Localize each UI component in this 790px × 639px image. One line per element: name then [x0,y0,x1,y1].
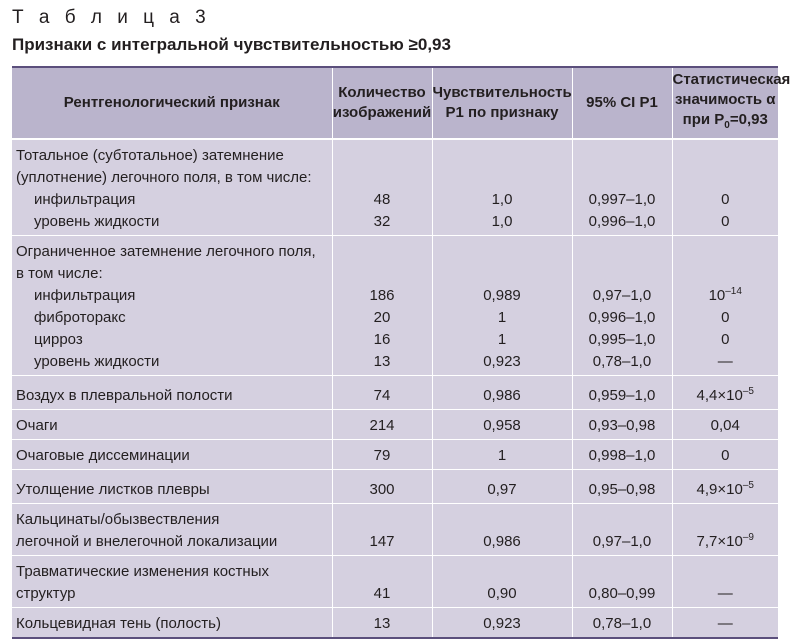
feature-label [16,556,332,607]
group-label [16,236,332,375]
count-cell-wrap [333,184,432,235]
group-subitem-label: фиброторакс [16,307,332,329]
header-sensitivity: Чувствительность Р1 по признаку [432,67,572,139]
group-heading-line: Ограниченное затемнение легочного поля, [16,241,332,263]
feature-label-line: Утолщение листков плевры [16,479,332,501]
feature-label-line: Травматические изменения костных структур [16,561,332,605]
significance-value: 0 [721,331,729,348]
ci-cell-wrap [573,410,672,439]
significance-value: — [718,615,733,632]
sensitivity-cell-wrap [433,440,572,469]
significance-wrap [673,470,779,503]
count-cell [332,440,432,470]
feature-label-line: Очаговые диссеминации [16,445,332,467]
sensitivity-value: 0,986 [433,531,572,553]
count-cell-wrap [333,280,432,375]
significance-line [673,351,779,373]
sensitivity-cell [432,236,572,376]
significance-value: 4,4×10 [697,387,743,404]
sensitivity-value: 0,958 [433,415,572,437]
ci-cell [572,556,672,608]
ci-value: 0,95–0,98 [573,479,672,501]
significance-line [673,415,779,437]
feature-label-line: легочной и внелегочной локализации [16,531,332,553]
sensitivity-value: 0,97 [433,479,572,501]
data-table [12,66,778,639]
significance-wrap [673,276,779,375]
significance-line [673,211,779,233]
significance-wrap [673,410,779,439]
significance-wrap [673,522,779,555]
sensitivity-value: 1,0 [433,211,572,233]
feature-cell [12,376,332,410]
ci-cell [572,504,672,556]
sensitivity-cell [432,504,572,556]
significance-value: 0,04 [711,417,740,434]
significance-exponent: –14 [725,286,742,297]
count-value: 79 [333,445,432,467]
ci-cell [572,410,672,440]
significance-exponent: –5 [743,480,754,491]
feature-cell [12,504,332,556]
ci-value: 0,78–1,0 [573,351,672,373]
ci-cell-wrap [573,578,672,607]
significance-exponent: –9 [743,532,754,543]
group-label-cell [12,139,332,236]
ci-value: 0,998–1,0 [573,445,672,467]
feature-cell [12,470,332,504]
sensitivity-value: 1 [433,307,572,329]
group-heading-line: (уплотнение) легочного поля, в том числе: [16,167,332,189]
header-signif-line3: =0,93 [730,111,768,128]
significance-line [673,189,779,211]
sensitivity-value: 0,986 [433,385,572,407]
significance-wrap [673,376,779,409]
sensitivity-cell-wrap [433,578,572,607]
count-cell-wrap [333,474,432,503]
significance-value: 0 [721,447,729,464]
sensitivity-cell-wrap [433,184,572,235]
group-heading-line: в том числе: [16,263,332,285]
count-value: 186 [333,285,432,307]
significance-wrap [673,184,779,235]
table-row [12,470,778,504]
count-cell-wrap [333,578,432,607]
count-value: 48 [333,189,432,211]
significance-cell [672,440,778,470]
sensitivity-value: 1 [433,329,572,351]
ci-value: 0,93–0,98 [573,415,672,437]
group-subitem-label: цирроз [16,329,332,351]
sensitivity-value: 0,90 [433,583,572,605]
ci-cell [572,236,672,376]
group-row [12,139,778,236]
table-row [12,556,778,608]
group-row [12,236,778,376]
feature-label-line: Кольцевидная тень (полость) [16,613,332,635]
ci-cell-wrap [573,440,672,469]
table-row [12,504,778,556]
ci-value: 0,997–1,0 [573,189,672,211]
count-cell-wrap [333,410,432,439]
feature-label [16,440,332,469]
significance-line [673,329,779,351]
count-value: 13 [333,613,432,635]
significance-value: 7,7×10 [697,533,743,550]
count-cell [332,470,432,504]
ci-value: 0,97–1,0 [573,285,672,307]
table-caption: Т а б л и ц а 3 [12,7,211,29]
significance-line [673,445,779,467]
feature-cell [12,410,332,440]
ci-value: 0,995–1,0 [573,329,672,351]
count-cell [332,504,432,556]
count-value: 20 [333,307,432,329]
sensitivity-cell [432,410,572,440]
group-label [16,140,332,235]
significance-wrap [673,578,779,607]
significance-cell [672,236,778,376]
significance-line [673,475,779,501]
count-value: 74 [333,385,432,407]
significance-line [673,613,779,635]
ci-cell [572,440,672,470]
sensitivity-value: 0,923 [433,351,572,373]
header-significance [672,67,778,139]
header-ci: 95% CI Р1 [572,67,672,139]
sensitivity-cell [432,556,572,608]
significance-exponent: –5 [743,386,754,397]
sensitivity-cell [432,139,572,236]
count-cell-wrap [333,440,432,469]
significance-cell [672,376,778,410]
header-row [12,67,778,139]
significance-line [673,307,779,329]
feature-label [16,410,332,439]
sensitivity-cell [432,440,572,470]
feature-label [16,474,332,503]
count-value: 147 [333,531,432,553]
feature-label [16,380,332,409]
ci-value: 0,80–0,99 [573,583,672,605]
significance-line [673,527,779,553]
group-heading-line: Тотальное (субтотальное) затемнение [16,145,332,167]
ci-cell-wrap [573,474,672,503]
significance-cell [672,504,778,556]
count-cell [332,236,432,376]
sensitivity-cell [432,470,572,504]
significance-value: 0 [721,191,729,208]
table-title: Признаки с интегральной чувствительностью ≥0,93 [12,35,451,55]
sensitivity-cell-wrap [433,410,572,439]
ci-value: 0,996–1,0 [573,211,672,233]
group-subitem-label: инфильтрация [16,189,332,211]
feature-label-line: Кальцинаты/обызвествления [16,509,332,531]
ci-cell [572,470,672,504]
ci-cell-wrap [573,380,672,409]
feature-label-line: Очаги [16,415,332,437]
ci-cell-wrap [573,184,672,235]
table-row [12,440,778,470]
sensitivity-cell-wrap [433,474,572,503]
ci-value: 0,959–1,0 [573,385,672,407]
feature-label-line: Воздух в плевральной полости [16,385,332,407]
significance-value: 0 [721,213,729,230]
count-cell [332,556,432,608]
significance-line [673,281,779,307]
count-value: 214 [333,415,432,437]
group-label-cell [12,236,332,376]
significance-line [673,381,779,407]
table-row [12,410,778,440]
sensitivity-cell-wrap [433,380,572,409]
ci-cell-wrap [573,526,672,555]
sensitivity-value: 0,989 [433,285,572,307]
feature-label [16,504,332,555]
count-value: 13 [333,351,432,373]
feature-cell [12,440,332,470]
count-cell-wrap [333,380,432,409]
header-feature: Рентгенологический признак [12,67,332,139]
count-value: 16 [333,329,432,351]
count-cell-wrap [333,526,432,555]
sensitivity-value: 1,0 [433,189,572,211]
count-cell [332,410,432,440]
ci-value: 0,97–1,0 [573,531,672,553]
significance-cell [672,410,778,440]
significance-cell [672,470,778,504]
sensitivity-cell-wrap [433,526,572,555]
sensitivity-value: 1 [433,445,572,467]
count-value: 32 [333,211,432,233]
group-subitem-label: инфильтрация [16,285,332,307]
significance-cell [672,139,778,236]
ci-cell [572,139,672,236]
table-row [12,376,778,410]
significance-cell [672,556,778,608]
feature-cell [12,556,332,608]
significance-line [673,583,779,605]
count-value: 300 [333,479,432,501]
header-signif-line1: Статистическая значимость α [673,71,790,108]
significance-value: — [718,353,733,370]
sensitivity-cell-wrap [433,280,572,375]
group-subitem-label: уровень жидкости [16,351,332,373]
count-cell [332,376,432,410]
ci-value: 0,78–1,0 [573,613,672,635]
significance-value: — [718,585,733,602]
significance-value: 10 [709,287,726,304]
ci-cell [572,376,672,410]
significance-value: 4,9×10 [697,481,743,498]
header-signif-line2: при Р [683,111,725,128]
group-subitem-label: уровень жидкости [16,211,332,233]
ci-cell-wrap [573,280,672,375]
significance-wrap [673,440,779,469]
header-count: Количество изображений [332,67,432,139]
significance-value: 0 [721,309,729,326]
sensitivity-value: 0,923 [433,613,572,635]
count-value: 41 [333,583,432,605]
ci-value: 0,996–1,0 [573,307,672,329]
header-signif-sub: 0 [724,120,730,131]
count-cell [332,139,432,236]
sensitivity-cell [432,376,572,410]
